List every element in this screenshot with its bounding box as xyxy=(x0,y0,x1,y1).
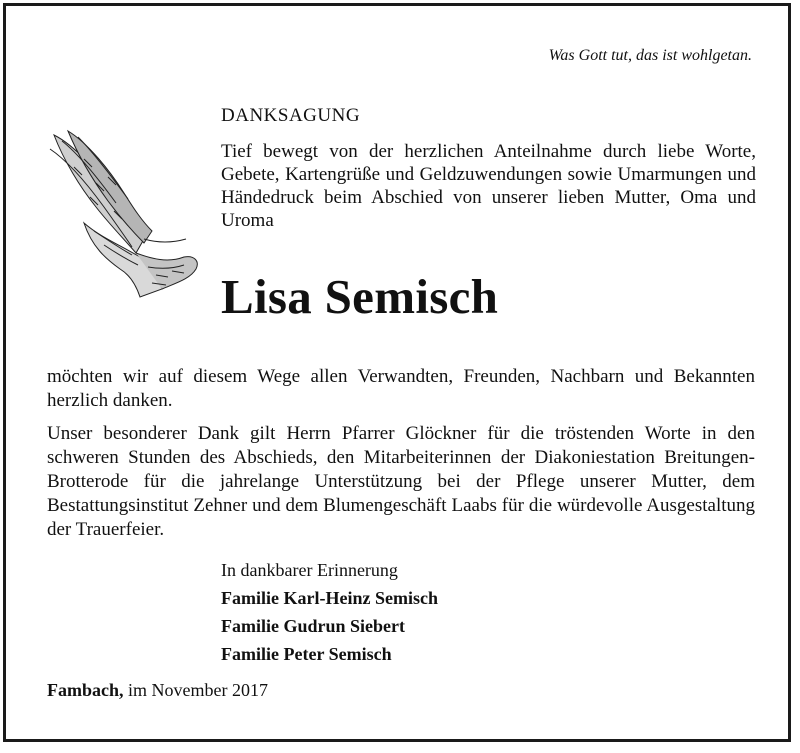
intro-text: Tief bewegt von der herzlichen Anteilnahme durch liebe Worte, Gebete, Kartengrüße und Geldzuwendungen sowie Umarmungen und Händedruck beim Abschied von unserer lieben Mutter, Oma und Uroma xyxy=(221,141,756,231)
closing-block xyxy=(221,556,438,668)
place: Fambach, xyxy=(47,680,124,700)
family-name: Familie Gudrun Siebert xyxy=(221,616,405,636)
thanks-paragraph: möchten wir auf diesem Wege allen Verwandten, Freunden, Nachbarn und Bekannten herzlich danken. xyxy=(47,366,755,411)
closing-line: In dankbarer Erinnerung xyxy=(221,560,398,580)
heading: DANKSAGUNG xyxy=(221,105,361,126)
praying-hands-icon xyxy=(44,127,202,299)
family-name: Familie Peter Semisch xyxy=(221,644,392,664)
motto: Was Gott tut, das ist wohlgetan. xyxy=(548,47,752,64)
date: im November 2017 xyxy=(128,680,268,700)
place-date xyxy=(47,680,268,701)
special-thanks-paragraph: Unser besonderer Dank gilt Herrn Pfarrer Glöckner für die tröstenden Worte in den schweren Stunden des Abschieds, den Mitarbeiterinnen der Diakoniestation Breitungen-Brotterode für die jahrelange Unterstützung bei der Pflege unserer Mutter, dem Bestattungsinstitut Zehner und dem Blumengeschäft Laabs für die würdevolle Ausgestaltung der Trauerfeier. xyxy=(47,423,755,540)
deceased-name: Lisa Semisch xyxy=(221,269,499,324)
family-name: Familie Karl-Heinz Semisch xyxy=(221,588,438,608)
